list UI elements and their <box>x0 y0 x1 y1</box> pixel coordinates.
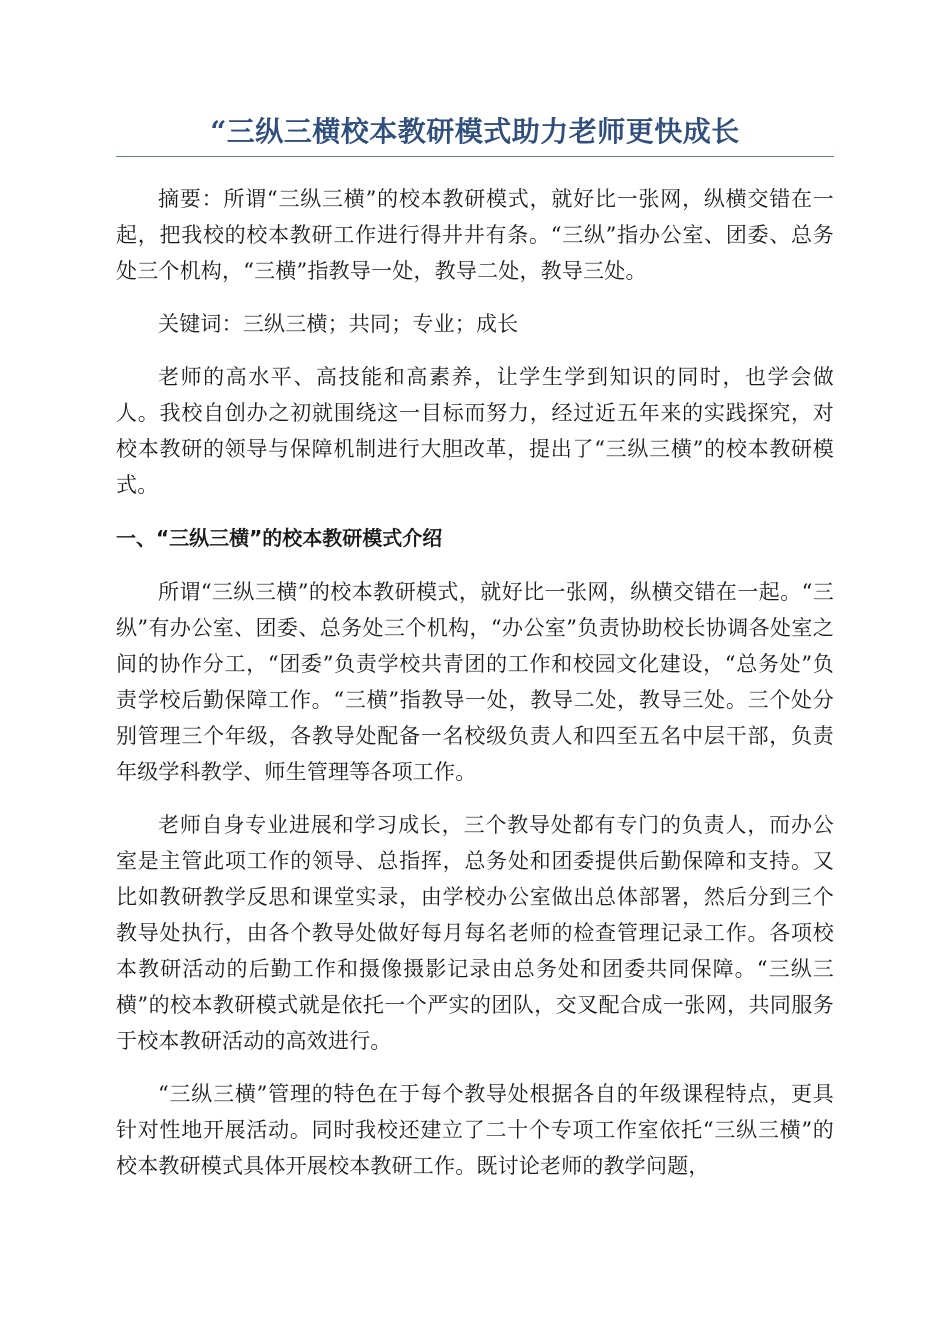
section-paragraph: 老师自身专业进展和学习成长，三个教导处都有专门的负责人，而办公室是主管此项工作的领导、总指挥，总务处和团委提供后勤保障和支持。又比如教研教学反思和课堂实录，由学校办公室做出总体部署，然后分到三个教导处执行，由各个教导处做好每月每名老师的检查管理记录工作。各项校本教研活动的后勤工作和摄像摄影记录由总务处和团委共同保障。“三纵三横”的校本教研模式就是依托一个严实的团队，交叉配合成一张网，共同服务于校本教研活动的高效进行。 <box>116 813 834 1053</box>
section-paragraph: 所谓“三纵三横”的校本教研模式，就好比一张网，纵横交错在一起。“三纵”有办公室、团委、总务处三个机构，“办公室”负责协助校长协调各处室之间的协作分工，“团委”负责学校共青团的工作和校园文化建设，“总务处”负责学校后勤保障工作。“三横”指教导一处，教导二处，教导三处。三个处分别管理三个年级，各教导处配备一名校级负责人和四至五名中层干部，负责年级学科教学、师生管理等各项工作。 <box>116 580 834 784</box>
section-paragraph: “三纵三横”管理的特色在于每个教导处根据各自的年级课程特点，更具针对性地开展活动。同时我校还建立了二十个专项工作室依托“三纵三横”的校本教研模式具体开展校本教研工作。既讨论老师的教学问题， <box>116 1082 834 1178</box>
section-heading: 一、“三纵三横”的校本教研模式介绍 <box>116 526 443 550</box>
document-title: “三纵三横校本教研模式助力老师更快成长 <box>116 112 834 157</box>
intro-paragraph: 老师的高水平、高技能和高素养，让学生学到知识的同时，也学会做人。我校自创办之初就围绕这一目标而努力，经过近五年来的实践探究，对校本教研的领导与保障机制进行大胆改革，提出了“三纵三横”的校本教研模式。 <box>116 365 834 497</box>
abstract-paragraph: 摘要：所谓“三纵三横”的校本教研模式，就好比一张网，纵横交错在一起，把我校的校本教研工作进行得井井有条。“三纵”指办公室、团委、总务处三个机构，“三横”指教导一处，教导二处，教导三处。 <box>116 187 834 283</box>
document-page <box>116 112 834 1201</box>
document-body <box>116 181 834 1184</box>
keywords-paragraph: 关键词：三纵三横；共同；专业；成长 <box>158 312 519 336</box>
